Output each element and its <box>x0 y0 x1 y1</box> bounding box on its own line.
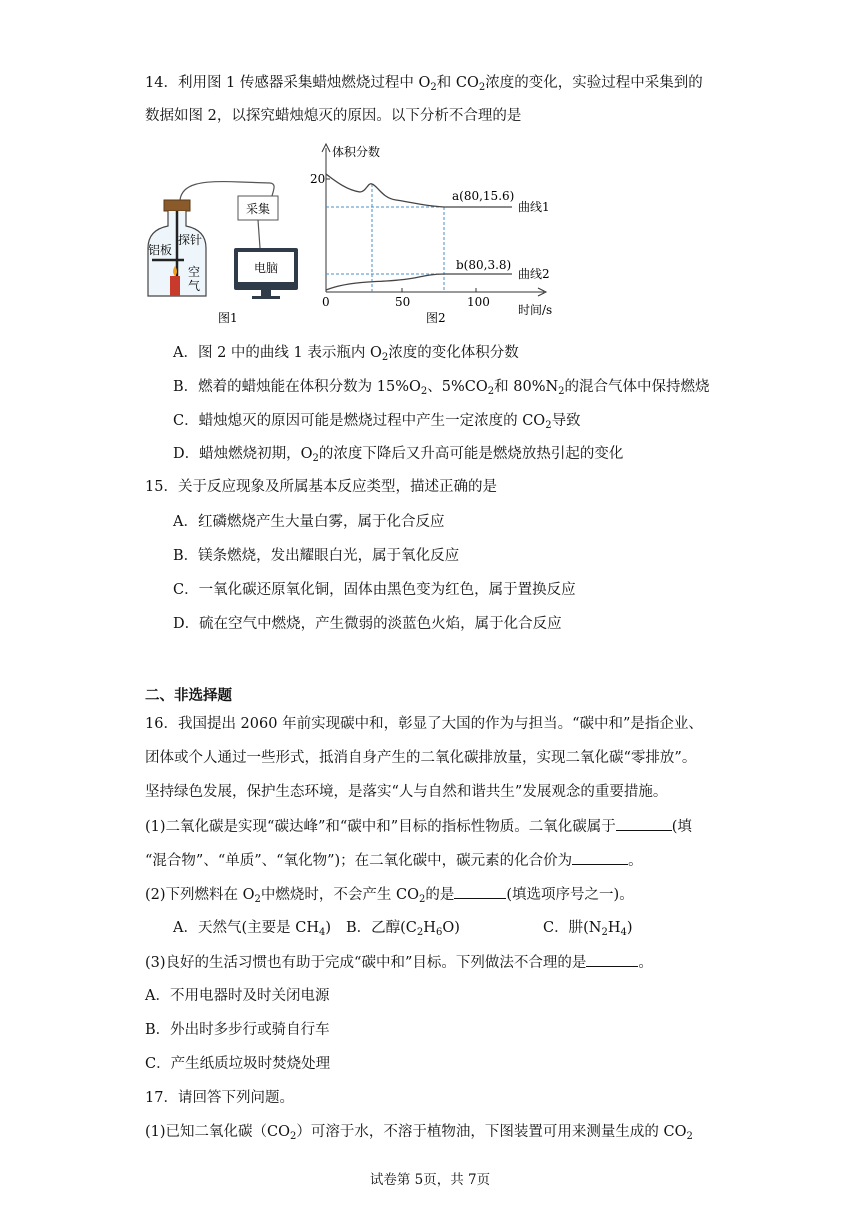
q14-option-a: A．图 2 中的曲线 1 表示瓶内 $O_2$浓度的变化体积分数 <box>173 345 519 363</box>
answer-blank[interactable] <box>616 816 672 831</box>
collector-label: 采集 <box>246 202 271 216</box>
q15-option-a: A．红磷燃烧产生大量白雾，属于化合反应 <box>173 514 445 530</box>
q15-stem: 15．关于反应现象及所属基本反应类型，描述正确的是 <box>145 479 497 495</box>
q16-part2: (2)下列燃料在 $O_2$中燃烧时，不会产生 $CO_2$的是 (填选项序号之一)。 <box>145 884 634 910</box>
q16-stem-line3: 坚持绿色发展，保护生态环境，是落实“人与自然和谐共生”发展观念的重要措施。 <box>145 784 668 800</box>
q16-part3-option-c: C．产生纸质垃圾时焚烧处理 <box>145 1056 331 1072</box>
x-tick-50: 50 <box>395 295 411 309</box>
q16-stem-line2: 团体或个人通过一些形式，抵消自身产生的二氧化碳排放量，实现二氧化碳“零排放”。 <box>145 750 697 766</box>
curve-1-label: 曲线1 <box>518 200 550 214</box>
collector-wire <box>258 220 260 248</box>
y-axis-label: 体积分数 <box>332 145 381 159</box>
q14-option-c: C．蜡烛熄灭的原因可能是燃烧过程中产生一定浓度的 $CO_2$导致 <box>173 413 581 431</box>
q14-stem-line1: 14．利用图 1 传感器采集蜡烛燃烧过程中 $O_2$和 $CO_2$浓度的变化，实验过程中采集到的 <box>145 75 703 93</box>
curve-2 <box>326 274 512 290</box>
y-tick-20: 20 <box>310 172 326 186</box>
q16-part3-option-b: B．外出时多步行或骑自行车 <box>145 1022 330 1038</box>
q14-option-d: D．蜡烛燃烧初期，$O_2$的浓度下降后又升高可能是燃烧放热引起的变化 <box>173 446 624 464</box>
point-a-label: a(80,15.6) <box>452 189 515 203</box>
q15-option-d: D．硫在空气中燃烧，产生微弱的淡蓝色火焰，属于化合反应 <box>173 616 562 632</box>
answer-blank[interactable] <box>586 952 638 967</box>
q16-part2-option-c: C．肼$(N_2H_4)$ <box>543 920 633 938</box>
answer-blank[interactable] <box>572 850 628 865</box>
figure1-apparatus <box>140 178 310 328</box>
figure2-curves <box>306 140 566 330</box>
q16-stem-line1: 16．我国提出 2060 年前实现碳中和，彰显了大国的作为与担当。“碳中和”是指企业、 <box>145 716 703 732</box>
computer-label: 电脑 <box>254 261 279 275</box>
figure1-caption: 图1 <box>218 311 238 325</box>
monitor-base <box>252 296 280 299</box>
bottle-stopper <box>164 200 190 211</box>
q15-option-b: B．镁条燃烧，发出耀眼白光，属于氧化反应 <box>173 548 460 564</box>
q15-option-c: C．一氧化碳还原氧化铜，固体由黑色变为红色，属于置换反应 <box>173 582 576 598</box>
monitor-stand <box>261 290 271 296</box>
air-label-1: 空 <box>188 265 201 279</box>
curve-2-label: 曲线2 <box>518 267 550 281</box>
q16-part2-option-a: A．天然气(主要是 $CH_4$) <box>173 920 332 938</box>
probe-label: 探针 <box>178 233 203 247</box>
q17-part1: (1)已知二氧化碳$(CO_2)$可溶于水，不溶于植物油，下图装置可用来测量生成的 $CO_2$ <box>145 1124 693 1142</box>
candle <box>170 276 180 296</box>
figure2-caption: 图2 <box>426 311 446 325</box>
q17-stem: 17．请回答下列问题。 <box>145 1090 294 1106</box>
answer-blank[interactable] <box>454 884 506 899</box>
q16-part1-line2: “混合物”、“单质”、“氧化物”)；在二氧化碳中，碳元素的化合价为 。 <box>145 850 643 871</box>
q16-part2-option-b: B．乙醇$(C_2H_6O)$ <box>346 920 460 938</box>
section-title: 二、非选择题 <box>145 687 232 704</box>
page-footer: 试卷第 5页，共 7页 <box>369 1172 491 1188</box>
q16-part1-line1: (1)二氧化碳是实现“碳达峰”和“碳中和”目标的指标性物质。二氧化碳属于 (填 <box>145 816 692 837</box>
point-b-label: b(80,3.8) <box>456 258 512 272</box>
x-tick-0: 0 <box>322 295 330 309</box>
x-tick-100: 100 <box>467 295 490 309</box>
q14-option-b: B．燃着的蜡烛能在体积分数为 $15\%O_2$、$5\%CO_2$和 $80\%N_2$的混合气体中保持燃烧 <box>173 379 710 397</box>
q16-part3: (3)良好的生活习惯也有助于完成“碳中和”目标。下列做法不合理的是 。 <box>145 952 653 973</box>
air-label-2: 气 <box>188 279 201 293</box>
q14-stem-line2: 数据如图 2，以探究蜡烛熄灭的原因。以下分析不合理的是 <box>145 108 522 124</box>
x-axis-label: 时间/s <box>518 303 553 317</box>
plate-label: 铝板 <box>148 243 173 257</box>
q16-part3-option-a: A．不用电器时及时关闭电源 <box>145 988 330 1004</box>
